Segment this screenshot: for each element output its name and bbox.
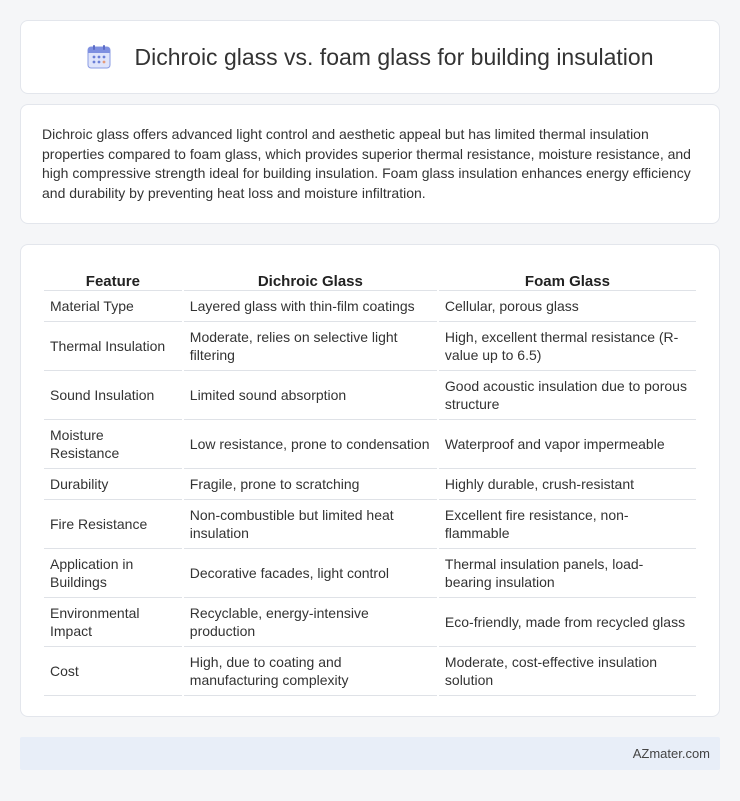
foam-cell: Eco-friendly, made from recycled glass [439, 598, 696, 647]
calendar-icon [86, 44, 112, 70]
feature-cell: Environmental Impact [44, 598, 182, 647]
feature-cell: Thermal Insulation [44, 322, 182, 371]
table-row [44, 322, 696, 371]
foam-cell: Waterproof and vapor impermeable [439, 420, 696, 469]
footer-bar [20, 737, 720, 770]
table-row [44, 549, 696, 598]
dichroic-cell: Layered glass with thin-film coatings [184, 291, 437, 322]
feature-cell: Fire Resistance [44, 500, 182, 549]
feature-cell: Application in Buildings [44, 549, 182, 598]
summary-paragraph: Dichroic glass offers advanced light control and aesthetic appeal but has limited thermal insulation properties compared to foam glass, which provides superior thermal resistance, moisture resistance, and high compressive strength ideal for building insulation. Foam glass insulation enhances energy efficiency and durability by preventing heat loss and moisture infiltration. [42, 126, 691, 201]
foam-cell: Good acoustic insulation due to porous structure [439, 371, 696, 420]
feature-cell: Cost [44, 647, 182, 696]
table-header-row [44, 265, 696, 291]
table-row [44, 371, 696, 420]
foam-cell: Moderate, cost-effective insulation solution [439, 647, 696, 696]
foam-cell: Thermal insulation panels, load-bearing insulation [439, 549, 696, 598]
page-title: Dichroic glass vs. foam glass for building insulation [134, 43, 654, 70]
footer-site-label: AZmater.com [632, 746, 710, 761]
column-header-foam: Foam Glass [439, 265, 696, 291]
foam-cell: High, excellent thermal resistance (R-value up to 6.5) [439, 322, 696, 371]
dichroic-cell: Low resistance, prone to condensation [184, 420, 437, 469]
dichroic-cell: Decorative facades, light control [184, 549, 437, 598]
summary-card [20, 104, 720, 224]
table-row [44, 291, 696, 322]
foam-cell: Excellent fire resistance, non-flammable [439, 500, 696, 549]
table-row [44, 647, 696, 696]
dichroic-cell: Fragile, prone to scratching [184, 469, 437, 500]
table-row [44, 598, 696, 647]
column-header-feature: Feature [44, 265, 182, 291]
foam-cell: Highly durable, crush-resistant [439, 469, 696, 500]
feature-cell: Material Type [44, 291, 182, 322]
title-row [86, 44, 653, 71]
dichroic-cell: High, due to coating and manufacturing complexity [184, 647, 437, 696]
dichroic-cell: Non-combustible but limited heat insulation [184, 500, 437, 549]
feature-cell: Durability [44, 469, 182, 500]
dichroic-cell: Limited sound absorption [184, 371, 437, 420]
title-card [20, 20, 720, 94]
feature-cell: Moisture Resistance [44, 420, 182, 469]
comparison-table [42, 265, 698, 696]
dichroic-cell: Moderate, relies on selective light filtering [184, 322, 437, 371]
comparison-card [20, 244, 720, 717]
dichroic-cell: Recyclable, energy-intensive production [184, 598, 437, 647]
table-row [44, 500, 696, 549]
column-header-dichroic: Dichroic Glass [184, 265, 437, 291]
table-row [44, 420, 696, 469]
table-row [44, 469, 696, 500]
feature-cell: Sound Insulation [44, 371, 182, 420]
foam-cell: Cellular, porous glass [439, 291, 696, 322]
